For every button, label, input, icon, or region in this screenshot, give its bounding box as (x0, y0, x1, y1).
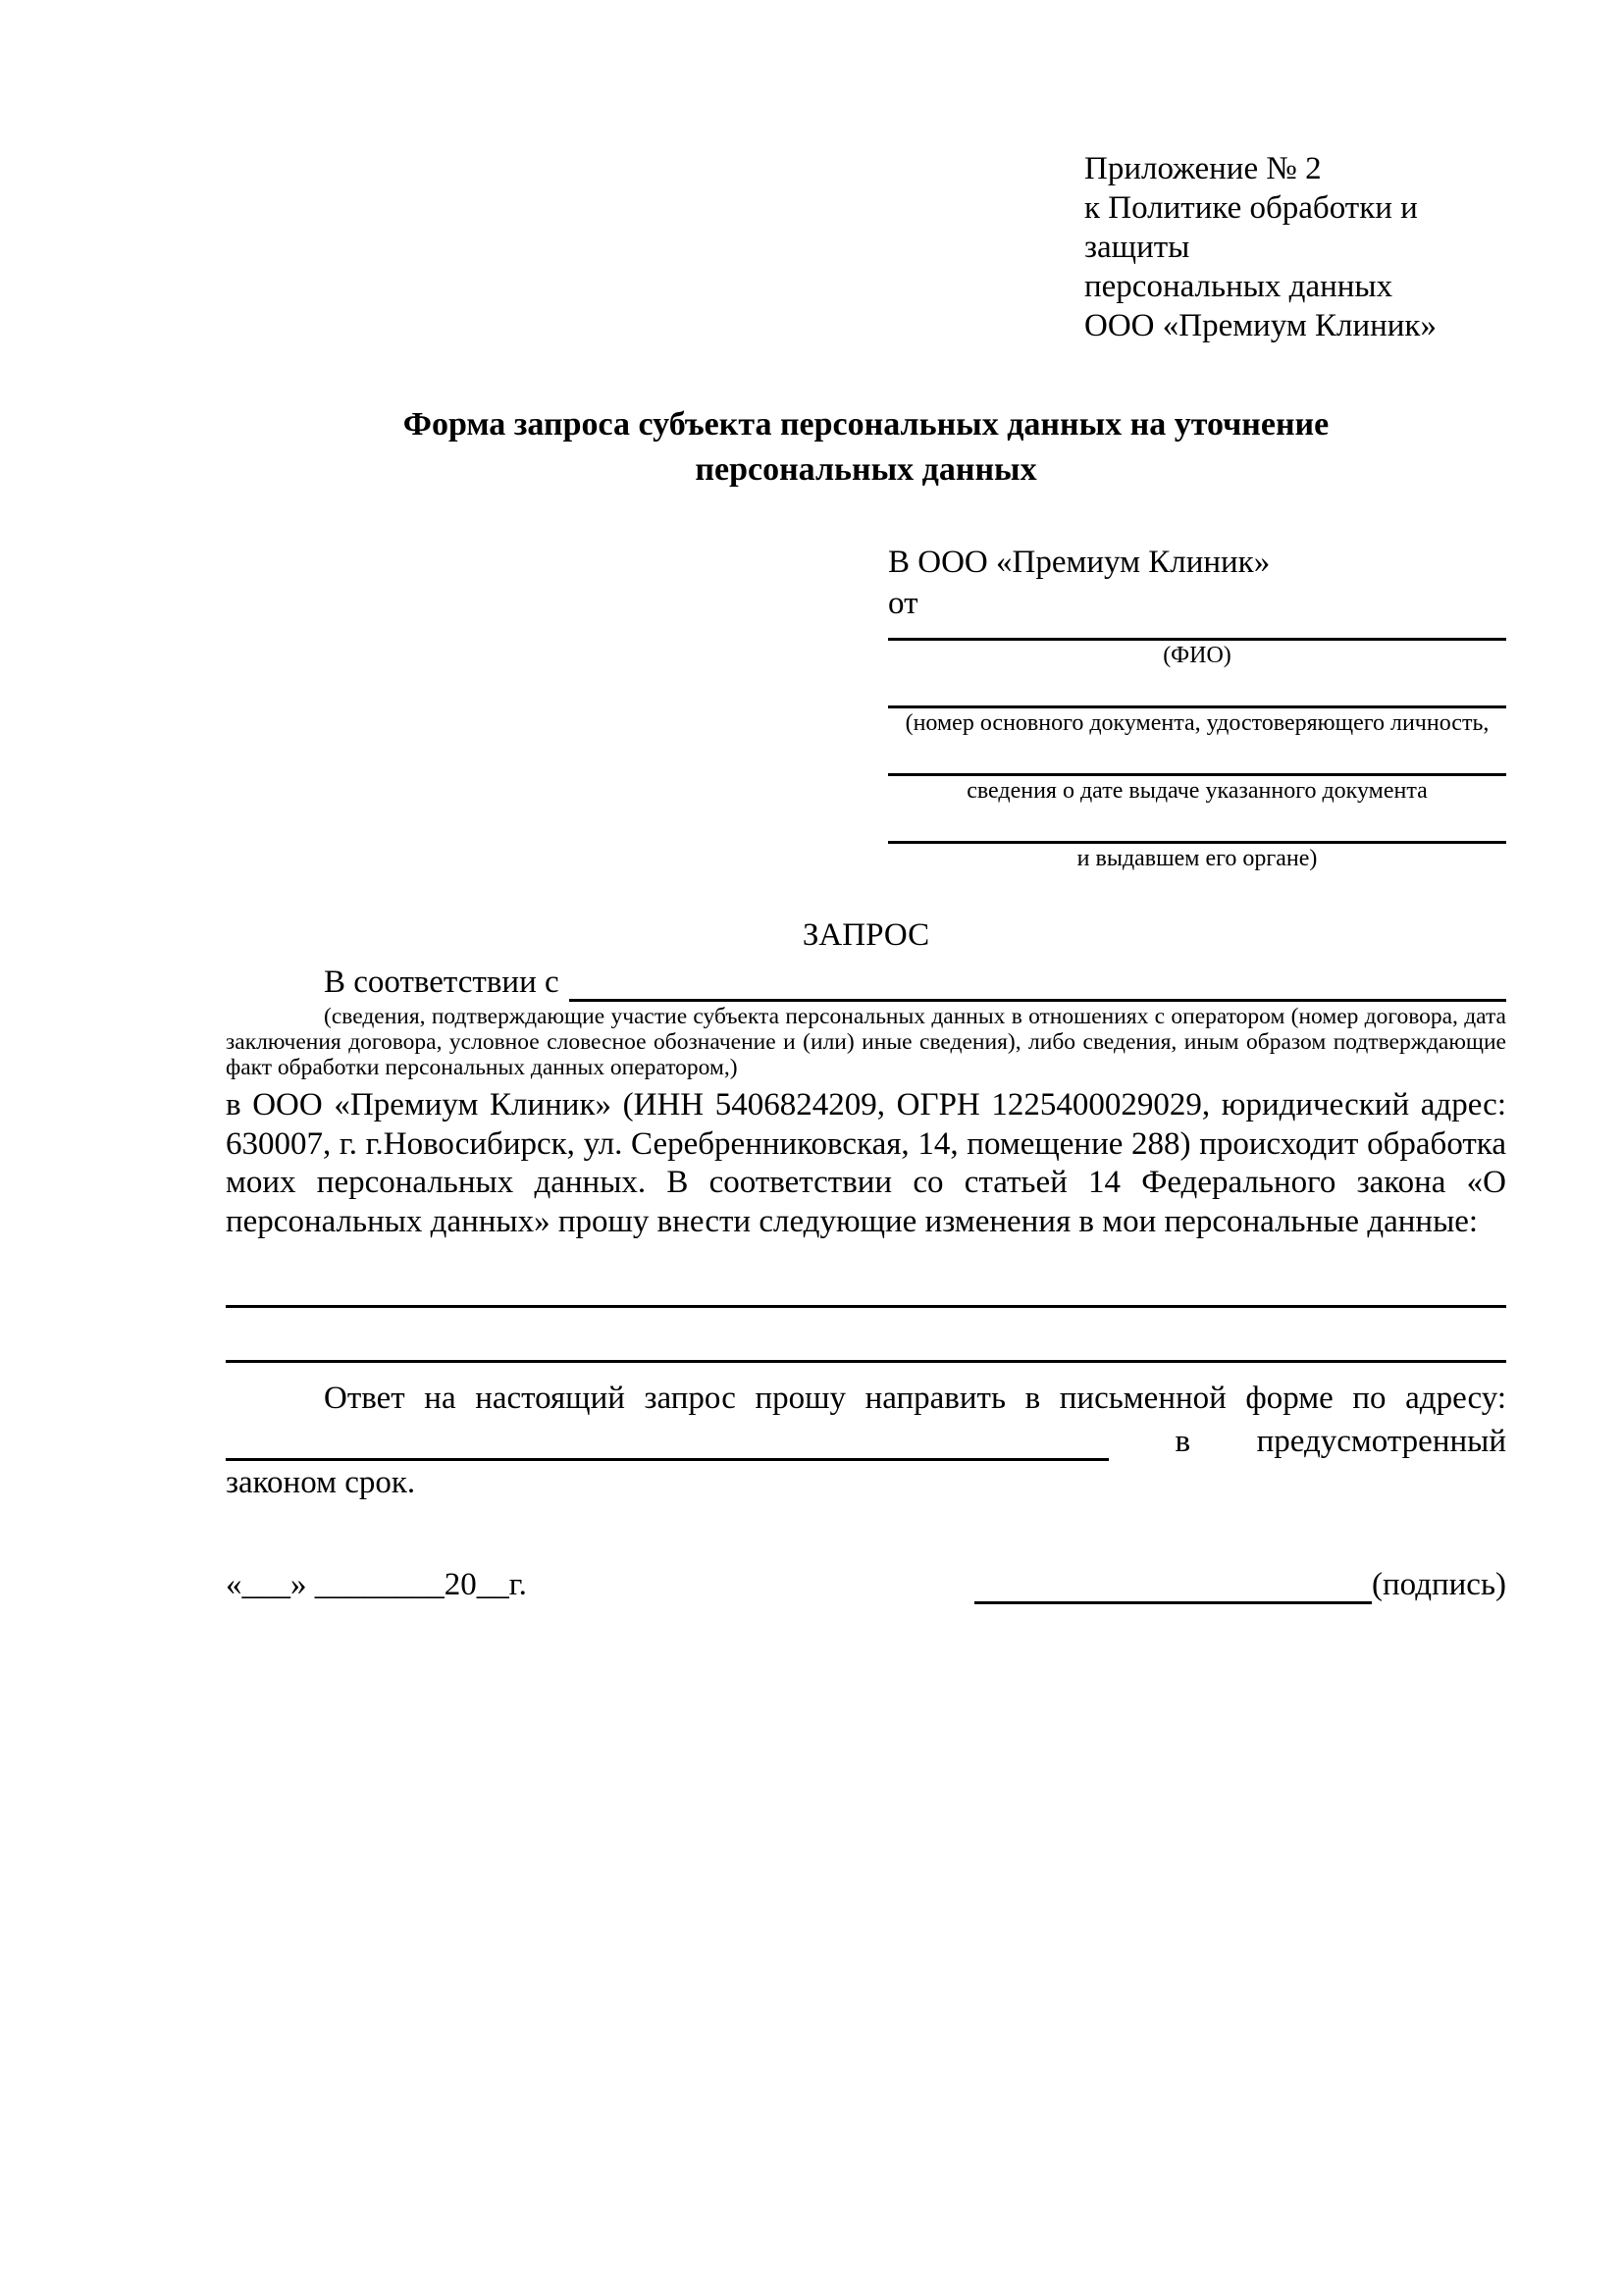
form-title: Форма запроса субъекта персональных данных на уточнение персональных данных (402, 406, 1330, 488)
appendix-note (1084, 0, 1506, 345)
response-address-row (226, 1422, 1506, 1461)
addressee-organization: В ООО «Премиум Клиник» (888, 545, 1271, 580)
response-term-text: законом срок. (226, 1465, 416, 1500)
document-number-field-line (888, 670, 1506, 708)
fio-field-caption: (ФИО) (1163, 643, 1231, 668)
fio-field-line (888, 624, 1506, 641)
issuing-authority-field-line (888, 806, 1506, 844)
address-field-line (226, 1425, 1109, 1461)
issuing-authority-field-caption: и выдавшем его органе) (1076, 846, 1318, 871)
signature-field-line (974, 1572, 1372, 1604)
date-template: «___» ________20__г. (226, 1567, 527, 1602)
basis-field-line (569, 969, 1506, 1002)
response-word-term: предусмотренный (1256, 1424, 1506, 1459)
document-number-field-caption: (номер основного документа, удостоверяющего личность, (905, 710, 1490, 736)
request-heading: ЗАПРОС (802, 917, 930, 953)
addressee-from-label: от (888, 586, 918, 621)
issue-date-field-caption: сведения о дате выдаче указанного документа (967, 778, 1428, 804)
response-address-paragraph: Ответ на настоящий запрос прошу направить в письменной форме по адресу: (324, 1381, 1506, 1416)
basis-explanation-note: (сведения, подтверждающие участие субъекта персональных данных в отношениях с оператором (номер договора, дата заключения договора, условное словесное обозначение и (или) иные сведения), либо сведения, иным образом подтверждающие факт обработки персональных данных оператором,) (226, 1004, 1506, 1080)
request-intro-label: В соответствии с (324, 965, 559, 1000)
document-content (226, 0, 1506, 1604)
response-word-v: в (1175, 1424, 1191, 1459)
signature-row (226, 1565, 1506, 1604)
appendix-line: персональных данных (1084, 269, 1393, 304)
appendix-line: к Политике обработки и защиты (1084, 190, 1418, 265)
request-body-paragraph: в ООО «Премиум Клиник» (ИНН 5406824209, ОГРН 1225400029029, юридический адрес: 630007, г. г.Новосибирск, ул. Серебренниковская, 14, помещение 288) происходит обработка моих персональных данных. В соответствии со статьей 14 Федерального закона «О персональных данных» прошу внести следующие изменения в мои персональные данные: (226, 1087, 1506, 1239)
changes-field-line (226, 1253, 1506, 1308)
request-intro-row (226, 964, 1506, 1002)
signature-caption: (подпись) (1372, 1567, 1506, 1602)
changes-field-line (226, 1308, 1506, 1363)
addressee-block (888, 542, 1506, 873)
issue-date-field-line (888, 738, 1506, 776)
appendix-line: ООО «Премиум Клиник» (1084, 308, 1437, 343)
signature-area (974, 1565, 1506, 1604)
appendix-line: Приложение № 2 (1084, 151, 1322, 186)
